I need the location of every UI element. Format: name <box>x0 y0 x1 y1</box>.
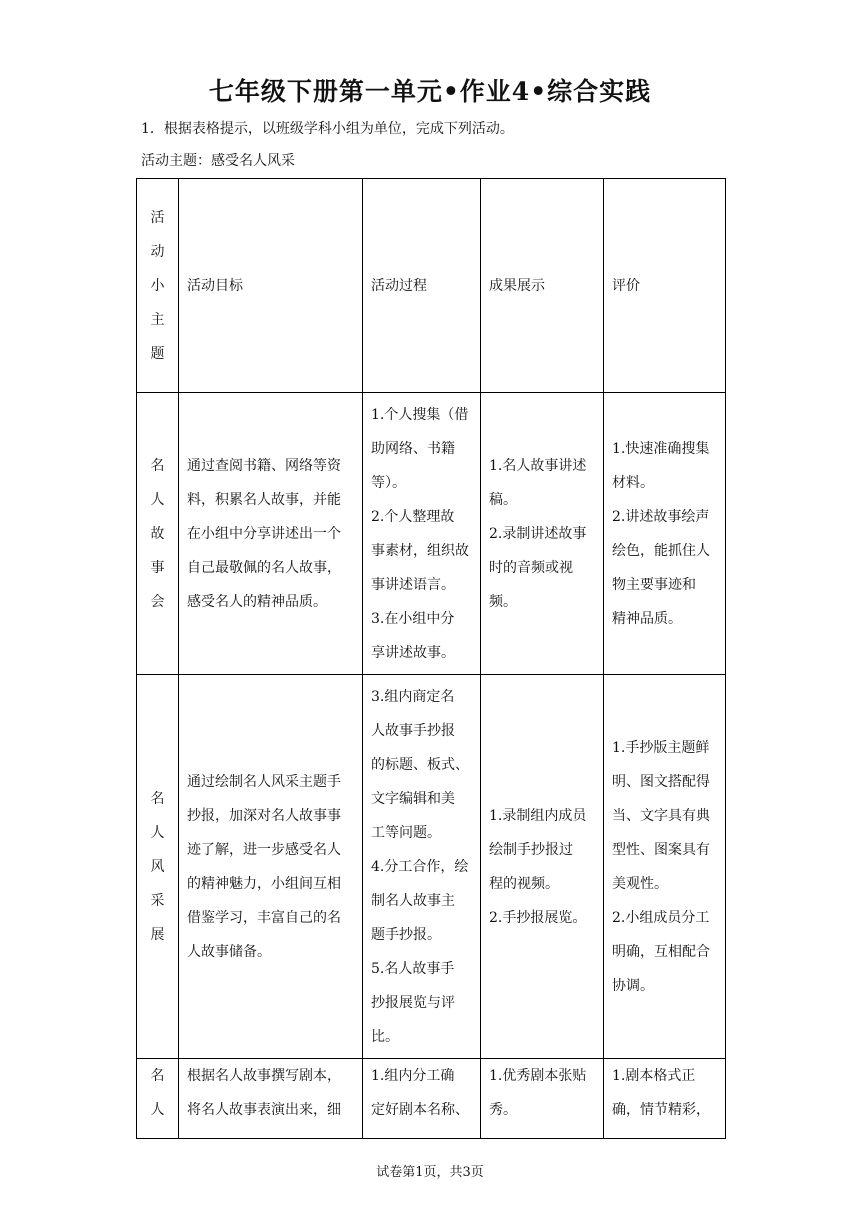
row-eval <box>604 675 726 1059</box>
cell-line: 1.手抄版主题鲜 <box>612 739 710 756</box>
cell-line: 事素材，组织故 <box>371 542 469 559</box>
cell-line: 题手抄报。 <box>371 926 441 943</box>
row-goal <box>179 393 363 675</box>
cell-line: 协调。 <box>612 977 654 994</box>
cell-line: 3.组内商定名 <box>371 688 455 705</box>
cell-line: 通过绘制名人风采主题手 <box>187 773 341 790</box>
cell-line: 根据名人故事撰写剧本， <box>187 1068 341 1084</box>
cell-line: 比。 <box>371 1028 399 1045</box>
cell-line: 在小组中分享讲述出一个 <box>187 525 341 542</box>
cell-line: 抄报展览与评 <box>371 994 455 1011</box>
cell-line: 借鉴学习，丰富自己的名 <box>187 909 341 926</box>
row-process <box>363 1059 481 1139</box>
cell-line: 频。 <box>489 593 517 610</box>
header-process: 活动过程 <box>363 179 481 393</box>
header-topic: 活动小主题 <box>137 179 179 393</box>
table-row <box>137 393 726 675</box>
cell-line: 人故事手抄报 <box>371 722 455 739</box>
cell-line: 人故事储备。 <box>187 943 271 960</box>
cell-line: 感受名人的精神品质。 <box>187 593 327 610</box>
page-footer: 试卷第1页，共3页 <box>376 1165 484 1180</box>
cell-line: 制名人故事主 <box>371 892 455 909</box>
cell-line: 2.个人整理故 <box>371 508 455 525</box>
cell-line: 事讲述语言。 <box>371 576 455 593</box>
cell-line: 材料。 <box>612 474 654 491</box>
cell-line: 的标题、板式、 <box>371 756 469 773</box>
row-result <box>481 675 604 1059</box>
cell-line: 型性、图案具有 <box>612 841 710 858</box>
cell-line: 确，情节精彩， <box>612 1102 710 1118</box>
cell-line: 1.快速准确搜集 <box>612 440 710 457</box>
row-goal <box>179 675 363 1059</box>
cell-line: 绘制手抄报过 <box>489 841 573 858</box>
row-topic: 名人 <box>137 1059 179 1139</box>
table-row <box>137 1059 726 1139</box>
row-eval <box>604 393 726 675</box>
cell-line: 文字编辑和美 <box>371 790 455 807</box>
header-eval: 评价 <box>604 179 726 393</box>
cell-line: 的精神魅力，小组间互相 <box>187 875 341 892</box>
row-process <box>363 675 481 1059</box>
row-eval <box>604 1059 726 1139</box>
table-row <box>137 675 726 1059</box>
header-result: 成果展示 <box>481 179 604 393</box>
row-result <box>481 1059 604 1139</box>
row-topic: 名人风采展 <box>137 675 179 1059</box>
cell-line: 2.录制讲述故事 <box>489 525 587 542</box>
activity-theme: 活动主题：感受名人风采 <box>141 153 295 169</box>
cell-line: 料，积累名人故事，并能 <box>187 491 341 508</box>
cell-line: 当、文字具有典 <box>612 807 710 824</box>
cell-line: 1.个人搜集（借 <box>371 406 469 423</box>
cell-line: 1.组内分工确 <box>371 1068 455 1084</box>
cell-line: 稿。 <box>489 491 517 508</box>
cell-line: 抄报，加深对名人故事事 <box>187 807 341 824</box>
page-title: 七年级下册第一单元•作业4•综合实践 <box>208 77 652 106</box>
cell-line: 2.小组成员分工 <box>612 909 710 926</box>
cell-line: 时的音频或视 <box>489 559 573 576</box>
row-result <box>481 393 604 675</box>
cell-line: 迹了解，进一步感受名人 <box>187 841 341 858</box>
cell-line: 等）。 <box>371 474 406 491</box>
cell-line: 1.录制组内成员 <box>489 807 587 824</box>
cell-line: 精神品质。 <box>612 610 682 627</box>
cell-line: 2.讲述故事绘声 <box>612 508 710 525</box>
cell-line: 享讲述故事。 <box>371 644 455 661</box>
row-process <box>363 393 481 675</box>
cell-line: 自己最敬佩的名人故事， <box>187 559 341 576</box>
cell-line: 4.分工合作，绘 <box>371 858 469 875</box>
cell-line: 定好剧本名称、 <box>371 1102 469 1118</box>
cell-line: 绘色，能抓住人 <box>612 542 710 559</box>
cell-line: 1.优秀剧本张贴 <box>489 1068 587 1084</box>
header-goal: 活动目标 <box>179 179 363 393</box>
cell-line: 将名人故事表演出来，细 <box>187 1102 341 1118</box>
cell-line: 美观性。 <box>612 875 668 892</box>
cell-line: 通过查阅书籍、网络等资 <box>187 457 341 474</box>
cell-line: 5.名人故事手 <box>371 960 455 977</box>
cell-line: 物主要事迹和 <box>612 576 696 593</box>
cell-line: 明、图文搭配得 <box>612 773 710 790</box>
cell-line: 工等问题。 <box>371 824 441 841</box>
cell-line: 助网络、书籍 <box>371 440 455 457</box>
row-topic: 名人故事会 <box>137 393 179 675</box>
cell-line: 程的视频。 <box>489 875 559 892</box>
question-text: 1．根据表格提示，以班级学科小组为单位，完成下列活动。 <box>141 121 514 137</box>
cell-line: 3.在小组中分 <box>371 610 455 627</box>
row-goal <box>179 1059 363 1139</box>
cell-line: 秀。 <box>489 1102 517 1118</box>
activity-table <box>136 178 726 1139</box>
cell-line: 1.名人故事讲述 <box>489 457 587 474</box>
cell-line: 2.手抄报展览。 <box>489 909 587 926</box>
cell-line: 明确，互相配合 <box>612 943 710 960</box>
cell-line: 1.剧本格式正 <box>612 1068 696 1084</box>
table-header-row <box>137 179 726 393</box>
